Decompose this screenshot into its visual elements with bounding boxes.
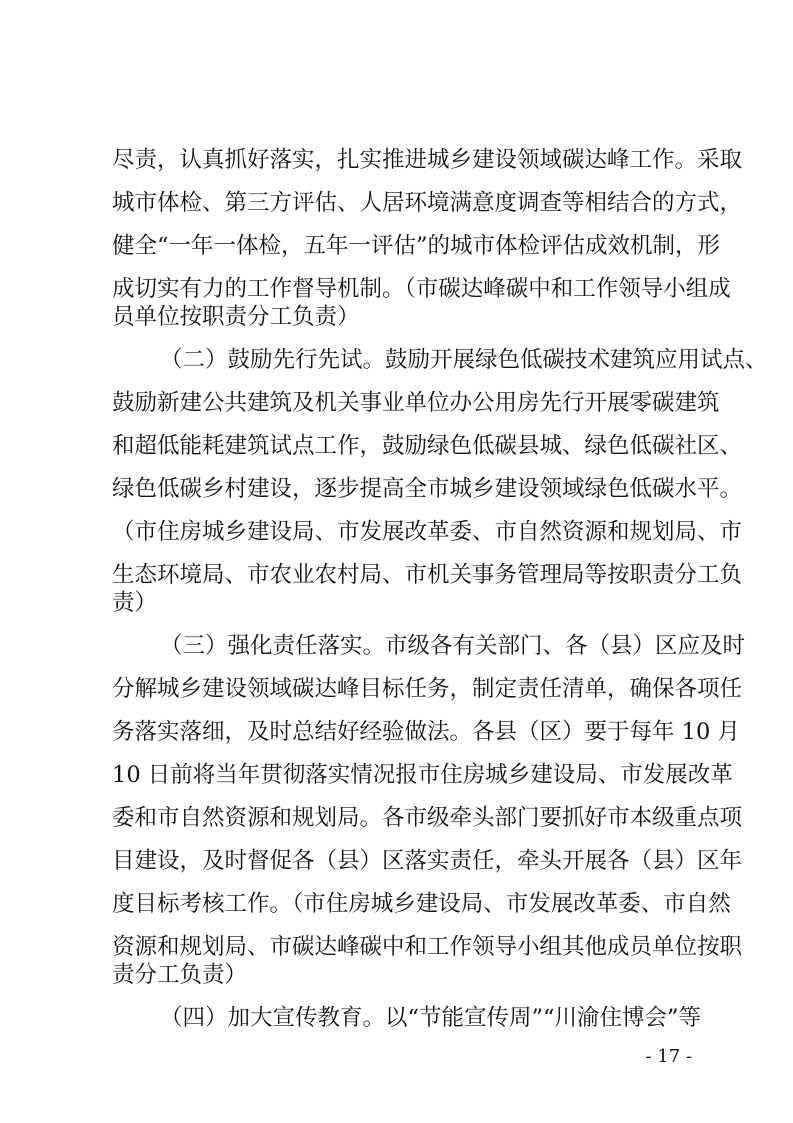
text-line: 目建设，及时督促各（县）区落实责任，牵头开展各（县）区年: [112, 848, 743, 874]
page-number: - 17 -: [645, 1046, 692, 1067]
paragraph-heading-line: （二）鼓励先行先试。鼓励开展绿色低碳技术建筑应用试点、: [160, 347, 768, 373]
text-line: 绿色低碳乡村建设，逐步提高全市城乡建设领域绿色低碳水平。: [112, 476, 743, 502]
text-line: 责分工负责）: [112, 962, 248, 988]
text-line: 委和市自然资源和规划局。各市级牵头部门要抓好市本级重点项: [112, 805, 743, 831]
text-line: 城市体检、第三方评估、人居环境满意度调查等相结合的方式，: [112, 190, 743, 216]
text-line: 度目标考核工作。（市住房城乡建设局、市发展改革委、市自然: [112, 891, 731, 917]
paragraph-heading-line: （三）强化责任落实。市级各有关部门、各（县）区应及时: [160, 633, 746, 659]
text-line: 鼓励新建公共建筑及机关事业单位办公用房先行开展零碳建筑: [112, 390, 720, 416]
text-line: 10 日前将当年贯彻落实情况报市住房城乡建设局、市发展改革: [112, 762, 733, 788]
text-line: 分解城乡建设领域碳达峰目标任务，制定责任清单，确保各项任: [112, 676, 743, 702]
text-line: 健全“一年一体检，五年一评估”的城市体检评估成效机制，形: [112, 233, 721, 259]
text-line: 成切实有力的工作督导机制。（市碳达峰碳中和工作领导小组成: [112, 276, 731, 302]
text-line: 员单位按职责分工负责）: [112, 304, 360, 330]
text-line: 责）: [112, 590, 158, 616]
text-line: 和超低能耗建筑试点工作，鼓励绿色低碳县城、绿色低碳社区、: [112, 433, 743, 459]
text-line: 生态环境局、市农业农村局、市机关事务管理局等按职责分工负: [112, 562, 743, 588]
text-line: 务落实落细，及时总结好经验做法。各县（区）要于每年 10 月: [112, 719, 740, 745]
text-line: （市住房城乡建设局、市发展改革委、市自然资源和规划局、市: [112, 519, 743, 545]
text-line: 资源和规划局、市碳达峰碳中和工作领导小组其他成员单位按职: [112, 934, 743, 960]
paragraph-heading-line: （四）加大宣传教育。以“节能宣传周”“川渝住博会”等: [160, 1005, 702, 1031]
text-line: 尽责，认真抓好落实，扎实推进城乡建设领域碳达峰工作。采取: [112, 147, 743, 173]
